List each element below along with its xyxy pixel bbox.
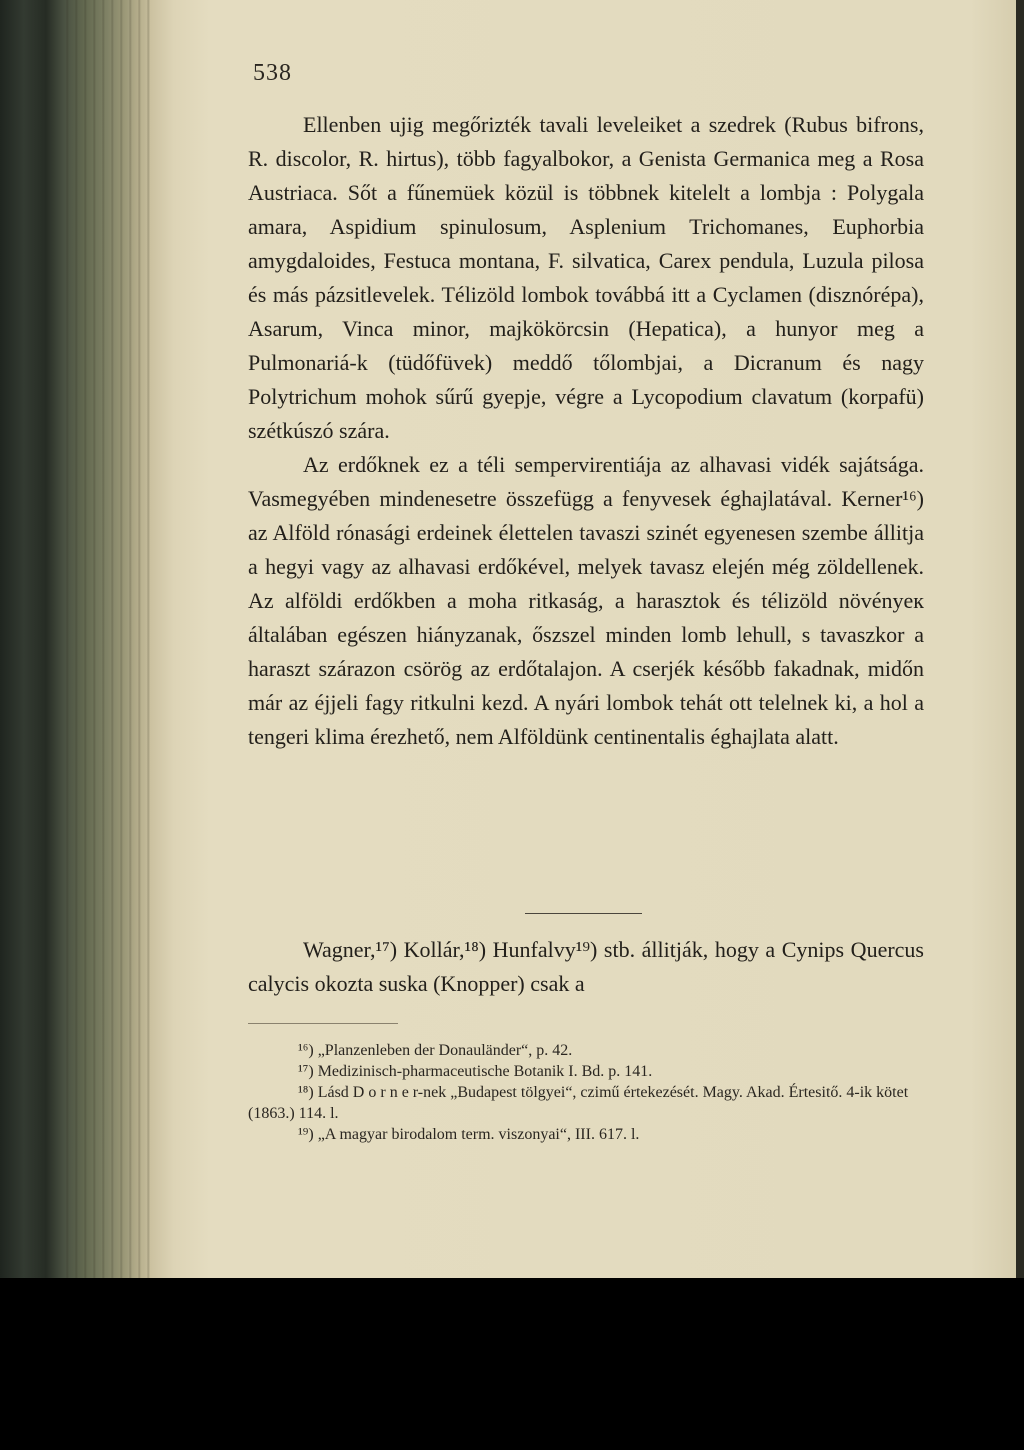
footnote-17: ¹⁷) Medizinisch-pharmaceutische Botanik I. Bd. p. 141.	[298, 1063, 653, 1080]
footnotes	[248, 1040, 924, 1145]
footnote-16: ¹⁶) „Planzenleben der Donauländer“, p. 42.	[298, 1042, 573, 1059]
footnote-18: ¹⁸) Lásd D o r n e r-nek „Budapest tölgyei“, czimű értekezését. Magy. Akad. Értesitő. 4-ik kötet (1863.) 114. l.	[248, 1084, 909, 1122]
paragraph-2: Az erdőknek ez a téli sempervirentiája az alhavasi vidék sajátsága. Vasmegyében mindenesetre összefügg a fenyvesek éghajlatával. Kerner¹⁶) az Alföld rónasági erdeinek élettelen tavaszi szinét egyenesen szembe állitja a hegyi vagy az alhavasi erdőkével, melyek tavasz elején még zöldellenek. Az alföldi erdőkben a moha ritkaság, a harasztok és télizöld növényeк általában egészen hiányzanak, őszszel minden lomb lehull, s tavaszkor a haraszt szárazon csörög az erdőtalajon. A cserjék később fakadnak, midőn már az éjjeli fagy ritkulni kezd. A nyári lombok tehát ott telelnek ki, a hol a tengeri klima érezhető, nem Alföldünk centinentalis éghajlata alatt.	[248, 452, 924, 749]
main-text	[248, 108, 924, 754]
paragraph-1: Ellenben ujig megőrizték tavali leveleiket a szedrek (Rubus bifrons, R. discolor, R. hirtus), több fagyalbokor, a Genista Germanica meg a Rosa Austriaca. Sőt a fűnemüek közül is többnek kitelelt a lombja : Polygala amara, Aspidium spinulosum, Asplenium Trichomanes, Euphorbia amygdaloides, Festuca montana, F. silvatica, Carex pendula, Luzula pilosa és más pázsitlevelek. Télizöld lombok továbbá itt a Cyclamen (disznórépa), Asarum, Vinca minor, majkökörcsin (Hepatica), a hunyor meg a Pulmonariá-k (tüdőfüvek) meddő tőlombjai, a Dicranum és nagy Polytrichum mohok sűrű gyepje, végre a Lycopodium clavatum (korpafü) szétkúszó szára.	[248, 112, 924, 443]
footnote-divider	[248, 1023, 398, 1024]
page-edges	[60, 0, 160, 1278]
footnote-19: ¹⁹) „A magyar birodalom term. viszonyai“, III. 617. l.	[298, 1126, 640, 1143]
paragraph-3: Wagner,¹⁷) Kollár,¹⁸) Hunfalvy¹⁹) stb. állitják, hogy a Cynips Quercus calycis okozta suska (Knopper) csak a	[248, 937, 924, 996]
scan-background	[0, 1278, 1024, 1450]
page-right-edge	[1016, 0, 1024, 1278]
page-number: 538	[253, 60, 292, 86]
section-divider	[525, 913, 642, 914]
